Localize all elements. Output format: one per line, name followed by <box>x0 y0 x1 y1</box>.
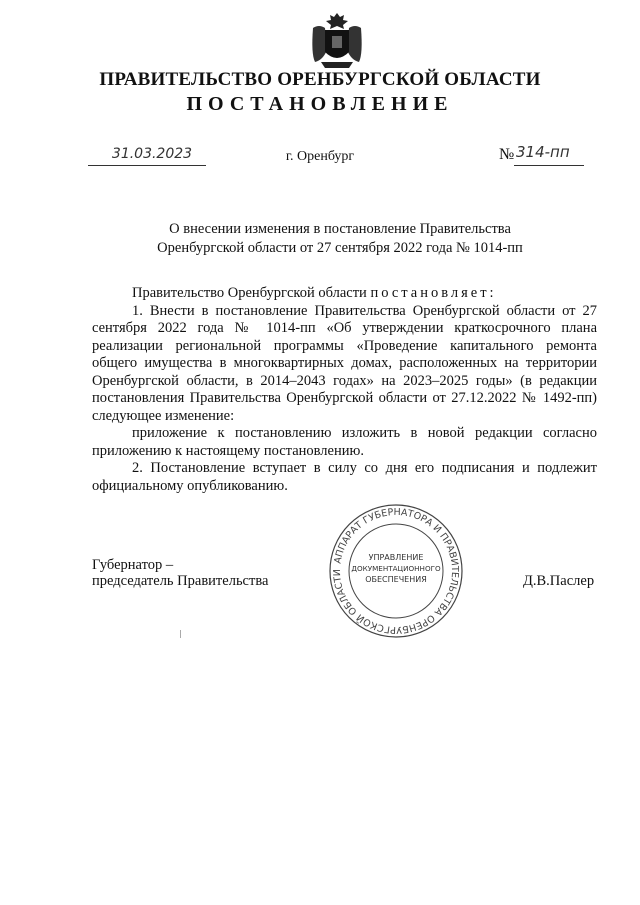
document-city: г. Оренбург <box>285 149 355 164</box>
number-underline <box>514 165 584 166</box>
stamp-line-3: ОБЕСПЕЧЕНИЯ <box>365 575 427 584</box>
date-underline <box>88 165 206 166</box>
subject-line-2: Оренбургской области от 27 сентября 2022 года № 1014-пп <box>157 240 523 256</box>
signer-title-line-2: председатель Правительства <box>92 573 269 589</box>
scan-mark <box>180 630 181 638</box>
intro-prefix: Правительство Оренбургской области <box>132 285 371 301</box>
subject-line-1: О внесении изменения в постановление Правительства <box>169 221 511 237</box>
coat-of-arms-icon <box>305 10 369 72</box>
document-number: 314-пп <box>516 143 570 161</box>
document-body <box>92 285 597 495</box>
item-1-sub: приложение к постановлению изложить в новой редакции согласно приложению к настоящему постановлению. <box>92 425 597 459</box>
stamp-line-2: ДОКУМЕНТАЦИОННОГО <box>351 564 441 573</box>
official-stamp <box>327 503 465 639</box>
document-date: 31.03.2023 <box>111 146 193 162</box>
item-2: 2. Постановление вступает в силу со дня его подписания и подлежит официальному опубликованию. <box>92 460 597 494</box>
organization-name: ПРАВИТЕЛЬСТВО ОРЕНБУРГСКОЙ ОБЛАСТИ <box>99 69 541 90</box>
number-label: № <box>499 146 515 163</box>
signer-name: Д.В.Паслер <box>523 573 595 589</box>
stamp-line-1: УПРАВЛЕНИЕ <box>368 553 424 562</box>
intro-paragraph <box>92 285 597 303</box>
item-1: 1. Внести в постановление Правительства Оренбургской области от 27 сентября 2022 года № 1014-пп «Об утверждении краткосрочного плана реализации региональной программы «Проведение капитального ремонта общего имущества в многоквартирных домах, расположенных на территории Оренбургской области, в 2014–2043 годах» на 2023–2025 годы» (в редакции постановления Правительства Оренбургской области от 27.12.2022 № 1492-пп) следующее изменение: <box>92 302 597 424</box>
signer-title-line-1: Губернатор – <box>92 557 174 573</box>
document-type: ПОСТАНОВЛЕНИЕ <box>186 93 454 115</box>
intro-resolves: постановляет: <box>370 285 497 301</box>
stamp-ring-text: АППАРАТ ГУБЕРНАТОРА И ПРАВИТЕЛЬСТВА ОРЕНБУРГСКОЙ ОБЛАСТИ <box>331 506 461 636</box>
document-subject <box>150 220 530 258</box>
